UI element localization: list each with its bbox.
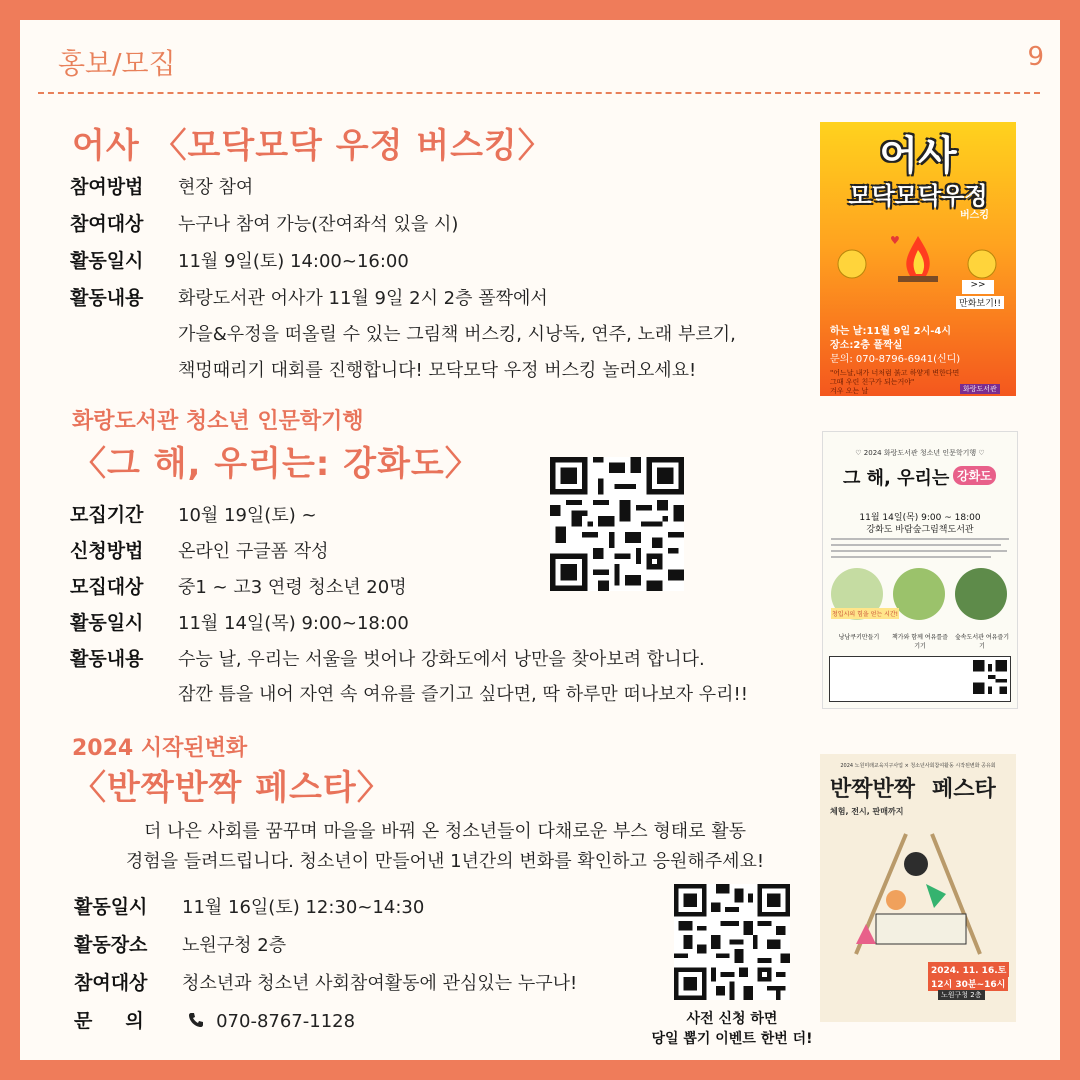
section2-row [70, 536, 329, 563]
poster-date: 11월 14일(목) 9:00 ~ 18:00 [859, 513, 981, 523]
section1-row [70, 246, 409, 273]
phone-number[interactable]: 070-8767-1128 [216, 1011, 356, 1032]
section2-row [70, 500, 317, 527]
section3-row [74, 1006, 355, 1033]
poster-title: 어사 [879, 133, 957, 179]
content-continued: 책멍때리기 대회를 진행합니다! 모닥모닥 우정 버스킹 놀러오세요! [178, 360, 697, 381]
row-label: 참여방법 [70, 176, 144, 198]
page [20, 20, 1060, 1060]
row-value: 온라인 구글폼 작성 [178, 541, 329, 562]
divider [38, 92, 1040, 94]
section2-row [70, 608, 409, 635]
row-value: 수능 날, 우리는 서울을 벗어나 강화도에서 낭만을 찾아보려 합니다. [178, 649, 705, 670]
row-value: 11월 16일(토) 12:30~14:30 [182, 897, 425, 918]
poster-title2: 페스타 [932, 777, 996, 802]
section1-row [70, 209, 458, 236]
row-label: 모집기간 [70, 504, 144, 526]
photo-caption: 낭남쿠키만들기 [838, 634, 880, 641]
row-label: 참여대상 [74, 972, 148, 994]
poster-festa [820, 754, 1016, 1022]
poster-title: 반짝반짝 [830, 777, 916, 802]
photo-caption: 책가와 함께 여유를즐기기 [892, 634, 948, 650]
row-value: 10월 19일(토) ~ [178, 505, 317, 526]
category-label: 홍보/모집 [58, 47, 176, 80]
qr-icon [674, 884, 790, 1000]
svg-text:♥: ♥ [890, 234, 900, 247]
section1-row [70, 172, 253, 199]
photo-caption: 숲속도서관 여유즐기기 [954, 634, 1010, 650]
photo-book [893, 568, 945, 620]
header [58, 42, 1058, 90]
row-value: 중1 ~ 고3 연령 청소년 20명 [178, 577, 407, 598]
section3-subtitle: 2024 시작된변화 [72, 736, 248, 761]
festa-illustration [836, 824, 1000, 964]
section2-title: 〈그 해, 우리는: 강화도〉 [72, 444, 480, 484]
section3-description: 경험을 들려드립니다. 청소년이 만들어낸 1년간의 변화를 확인하고 응원해주세요! [125, 851, 765, 872]
row-label: 활동내용 [70, 648, 144, 670]
section2-row [70, 572, 407, 599]
poster-body-lines [831, 536, 1009, 564]
section1-row [70, 283, 548, 310]
poster-info: 장소:2층 폴짝실 [830, 340, 903, 351]
section3-title: 〈반짝반짝 페스타〉 [72, 768, 392, 808]
row-label: 활동일시 [70, 612, 144, 634]
section3-description: 더 나은 사회를 꿈꾸며 마을을 바꿔 온 청소년들이 다채로운 부스 형태로 활동 [144, 821, 746, 842]
row-label: 활동장소 [74, 934, 148, 956]
poster-date: 2024. 11. 16.토 [928, 962, 1009, 977]
poster-place: 강화도 [953, 466, 996, 485]
qr-icon [550, 457, 684, 591]
signup-note: 당일 뽑기 이벤트 한번 더! [651, 1031, 813, 1047]
poster-desc: 체험, 전시, 판매까지 [830, 807, 904, 816]
poster-title: 그 해, 우리는 [843, 468, 950, 489]
row-label: 신청방법 [70, 540, 144, 562]
section1-title: 어사 〈모닥모닥 우정 버스킹〉 [72, 126, 553, 166]
poster-subtitle: 모닥모닥우정 [848, 182, 988, 210]
poster-quote: 겨우 오는 날 [830, 387, 869, 395]
poster-time: 12시 30분~16시 [928, 976, 1008, 991]
row-value: 화랑도서관 어사가 11월 9일 2시 2층 폴짝에서 [178, 288, 548, 309]
section3-row [74, 892, 424, 919]
section2-subtitle: 화랑도서관 청소년 인문학기행 [72, 409, 364, 434]
poster-bubble: 청입시의 힘을 얻는 시간! [831, 608, 899, 619]
campfire-illustration [830, 228, 1006, 288]
phone-icon [188, 1011, 204, 1033]
row-value: 11월 9일(토) 14:00~16:00 [178, 251, 409, 272]
poster-busking [820, 122, 1016, 396]
poster-info: 문의: 070-8796-6941(신디) [830, 354, 961, 365]
qr-icon [973, 660, 1007, 694]
poster-info: 하는 날:11월 9일 2시-4시 [830, 326, 952, 337]
row-label: 활동일시 [70, 250, 144, 272]
row-value: 노원구청 2층 [182, 935, 287, 956]
section2-row [70, 644, 705, 671]
poster-quote: 그때 우린 친구가 되는거야" [830, 378, 915, 386]
content-continued: 가을&우정을 떠올릴 수 있는 그림책 버스킹, 시낭독, 연주, 노래 부르기, [178, 324, 736, 345]
poster-top: 2024 노원미래교육지구사업 × 청소년사회참여활동 시작된변화 공유회 [840, 763, 996, 769]
row-value: 청소년과 청소년 사회참여활동에 관심있는 누구나! [182, 973, 578, 994]
poster-tag: 버스킹 [960, 210, 989, 221]
qr-code-signup[interactable] [550, 457, 684, 591]
content-continued: 잠깐 틈을 내어 자연 속 여유를 즐기고 싶다면, 딱 하루만 떠나보자 우리!! [178, 684, 748, 705]
row-value: 11월 14일(목) 9:00~18:00 [178, 613, 409, 634]
poster-quote: "어느날,내가 너처럼 붉고 하얗게 변한다면 [830, 369, 960, 377]
photo-forest [955, 568, 1007, 620]
poster-ganghwa [822, 431, 1018, 709]
poster-org: 화랑도서관 [960, 384, 1000, 394]
row-label: 참여대상 [70, 213, 144, 235]
poster-venue: 강화도 바람숲그림책도서관 [866, 525, 974, 535]
row-value: 누구나 참여 가능(잔여좌석 있을 시) [178, 214, 459, 235]
section3-row [74, 930, 286, 957]
row-value: 현장 참여 [178, 177, 254, 198]
row-label: 활동일시 [74, 896, 148, 918]
next-icon: >> [962, 280, 994, 294]
row-label: 활동내용 [70, 287, 144, 309]
row-label: 모집대상 [70, 576, 144, 598]
page-number: 9 [1027, 42, 1044, 72]
poster-top: ♡ 2024 화랑도서관 청소년 인문학기행 ♡ [855, 449, 985, 457]
signup-note: 사전 신청 하면 [686, 1011, 778, 1027]
poster-place: 노원구청 2층 [938, 990, 985, 1000]
section3-row [74, 968, 577, 995]
poster-button: 만화보기!! [956, 296, 1004, 309]
row-label: 문 의 [74, 1010, 144, 1032]
qr-code-festa[interactable] [674, 884, 790, 1000]
